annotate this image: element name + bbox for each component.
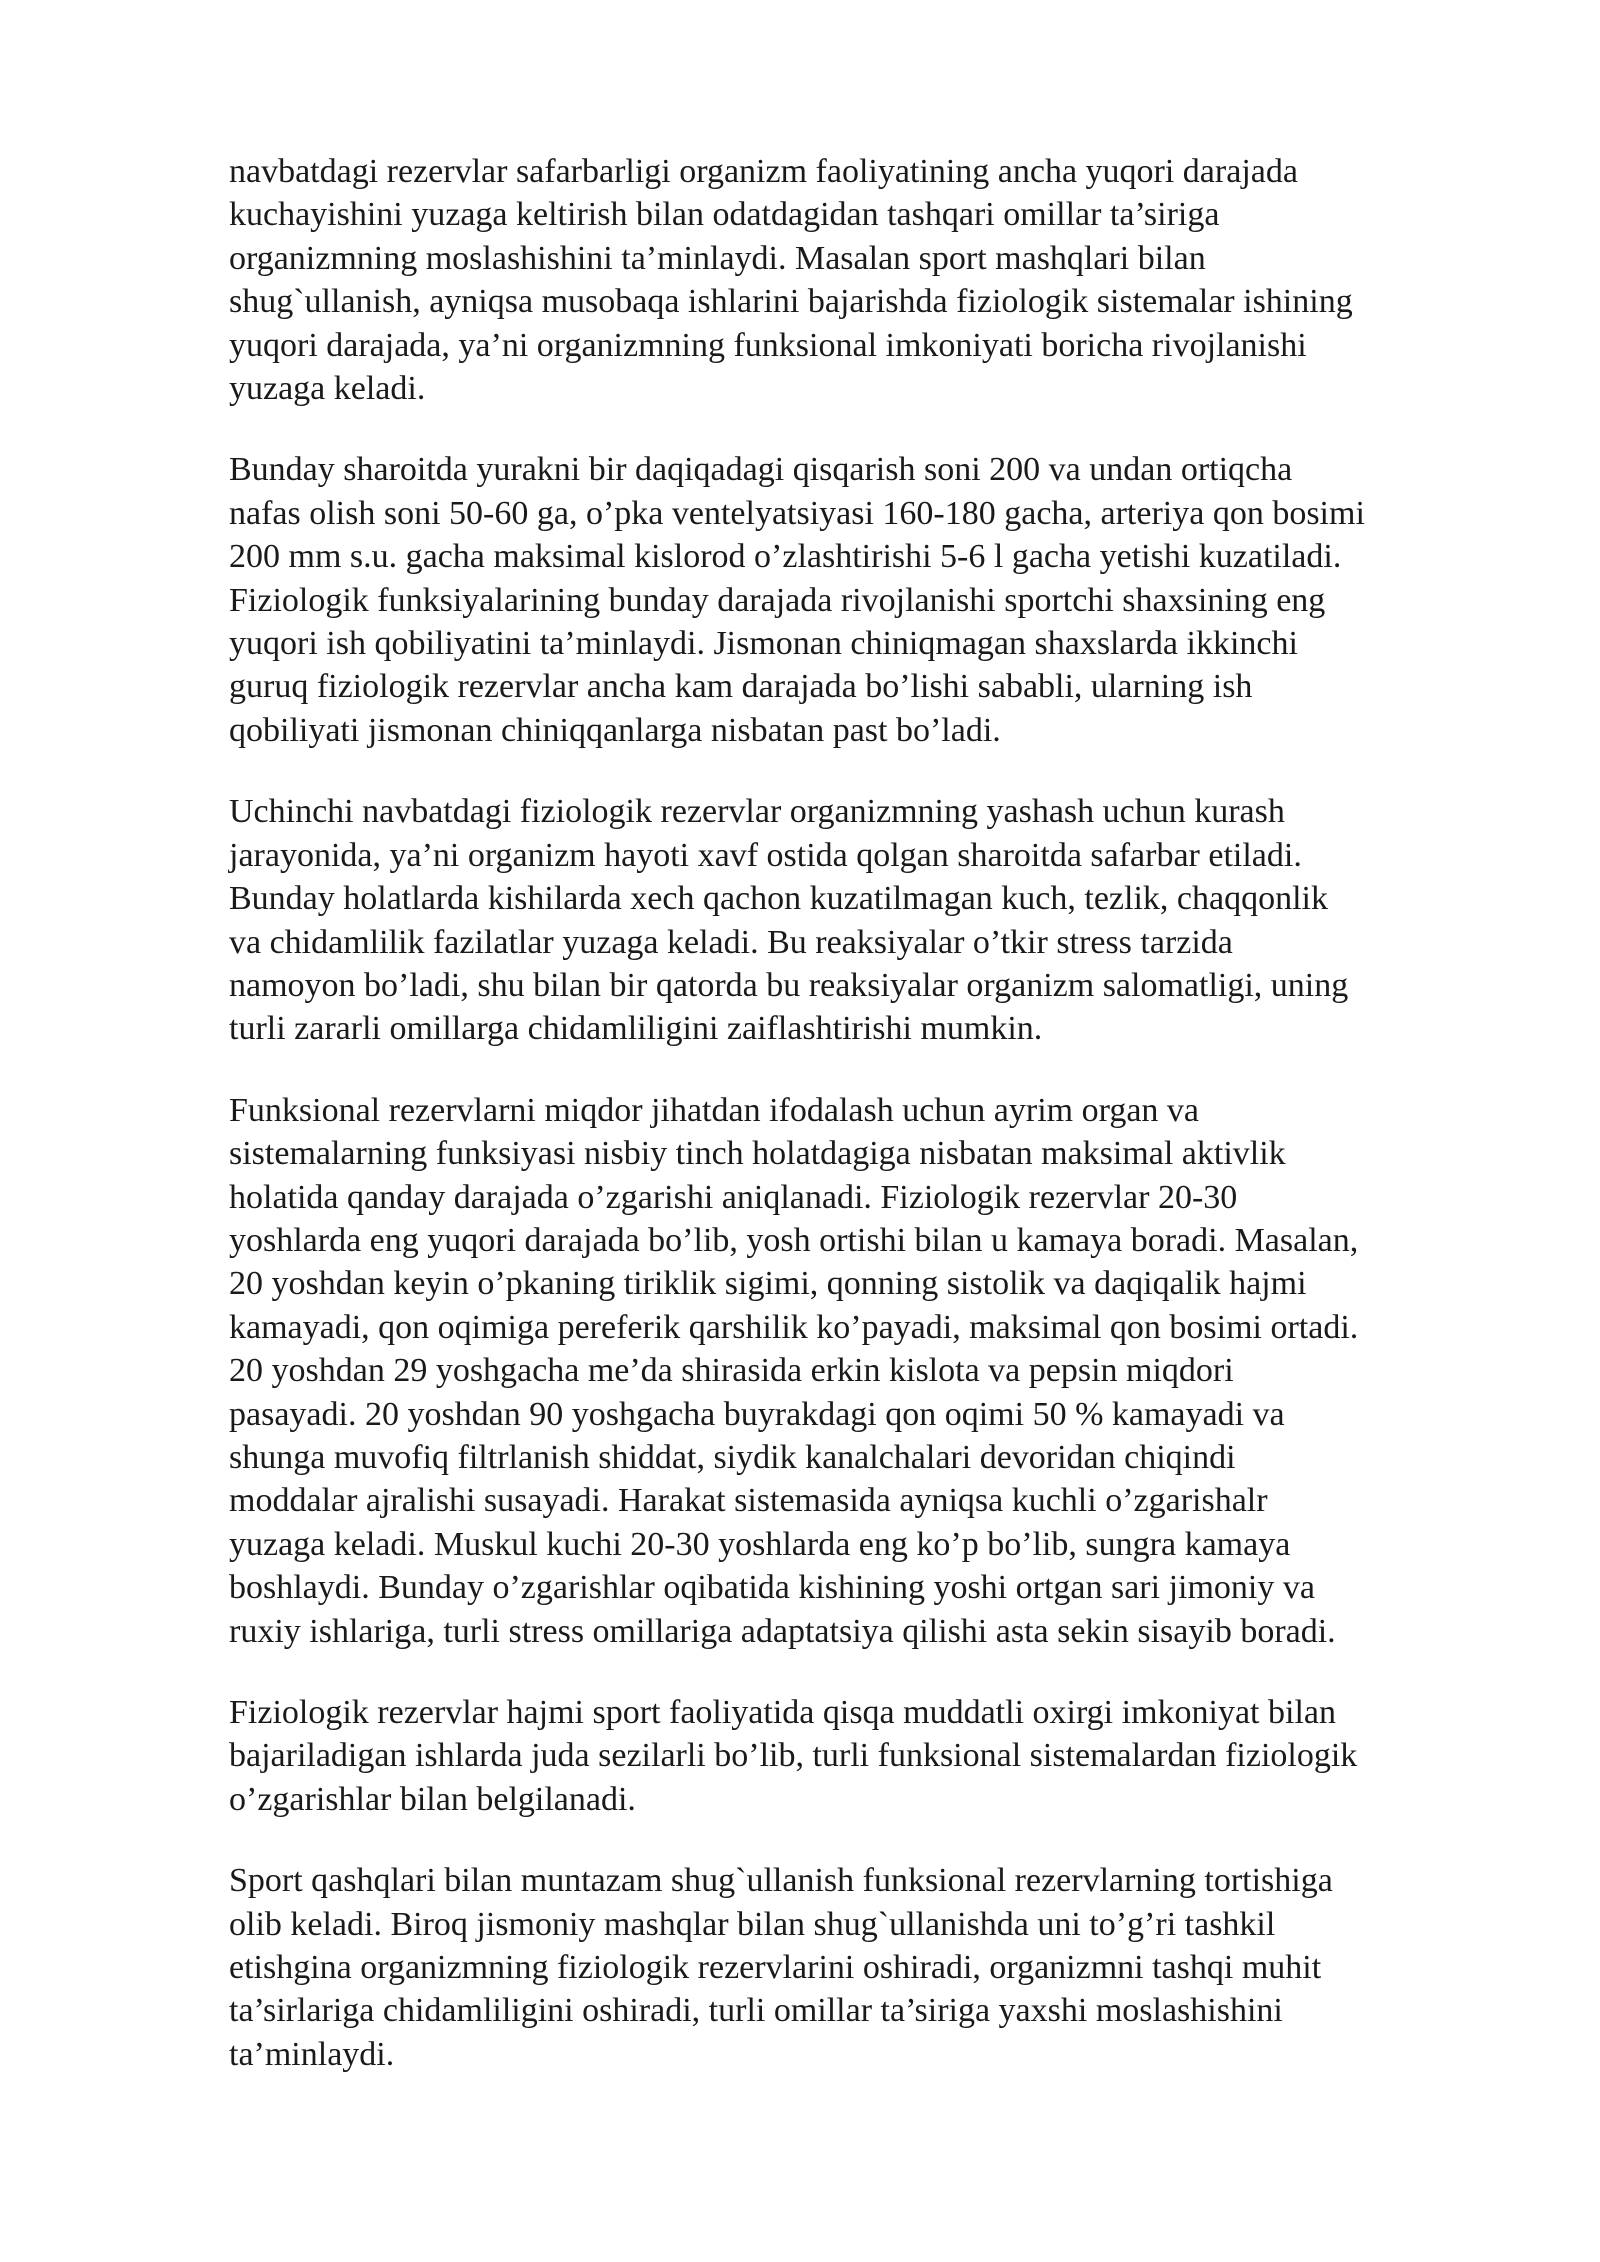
paragraph-2: Bunday sharoitda yurakni bir daqiqadagi qisqarish soni 200 va undan ortiqcha nafas olish soni 50-60 ga, o’pka ventelyatsiyasi 160-180 gacha, arteriya qon bosimi 200 mm s.u. gacha maksimal kislorod o’zlashtirishi 5-6 l gacha yetishi kuzatiladi. Fiziologik funksiyalarining bunday darajada rivojlanishi sportchi shaxsining eng yuqori ish qobiliyatini ta’minlaydi. Jismonan chiniqmagan shaxslarda ikkinchi guruq fiziologik rezervlar ancha kam darajada bo’lishi sababli, ularning ish qobiliyati jismonan chiniqqanlarga nisbatan past bo’ladi. [229,451,1365,749]
paragraph-6: Sport qashqlari bilan muntazam shug`ullanish funksional rezervlarning tortishiga olib keladi. Biroq jismoniy mashqlar bilan shug`ullanishda uni to’g’ri tashkil etishgina organizmning fiziologik rezervlarini oshiradi, organizmni tashqi muhit ta’sirlariga chidamliligini oshiradi, turli omillar ta’siriga yaxshi moslashishini ta’minlaydi. [229,1862,1333,2073]
paragraph-3: Uchinchi navbatdagi fiziologik rezervlar organizmning yashash uchun kurash jarayonida, ya’ni organizm hayoti xavf ostida qolgan sharoitda safarbar etiladi. Bunday holatlarda kishilarda xech qachon kuzatilmagan kuch, tezlik, chaqqonlik va chidamlilik fazilatlar yuzaga keladi. Bu reaksiyalar o’tkir stress tarzida namoyon bo’ladi, shu bilan bir qatorda bu reaksiyalar organizm salomatligi, uning turli zararli omillarga chidamliligini zaiflashtirishi mumkin. [229,793,1349,1048]
paragraph-1: navbatdagi rezervlar safarbarligi organizm faoliyatining ancha yuqori darajada kuchayishini yuzaga keltirish bilan odatdagidan tashqari omillar ta’siriga organizmning moslashishini ta’minlaydi. Masalan sport mashqlari bilan shug`ullanish, ayniqsa musobaqa ishlarini bajarishda fiziologik sistemalar ishining yuqori darajada, ya’ni organizmning funksional imkoniyati boricha rivojlanishi yuzaga keladi. [229,153,1353,408]
document-page [229,150,1519,2114]
paragraph-4: Funksional rezervlarni miqdor jihatdan ifodalash uchun ayrim organ va sistemalarning funksiyasi nisbiy tinch holatdagiga nisbatan maksimal aktivlik holatida qanday darajada o’zgarishi aniqlanadi. Fiziologik rezervlar 20-30 yoshlarda eng yuqori darajada bo’lib, yosh ortishi bilan u kamaya boradi. Masalan, 20 yoshdan keyin o’pkaning tiriklik sigimi, qonning sistolik va daqiqalik hajmi kamayadi, qon oqimiga pereferik qarshilik ko’payadi, maksimal qon bosimi ortadi. 20 yoshdan 29 yoshgacha me’da shirasida erkin kislota va pepsin miqdori pasayadi. 20 yoshdan 90 yoshgacha buyrakdagi qon oqimi 50 % kamayadi va shunga muvofiq filtrlanish shiddat, siydik kanalchalari devoridan chiqindi moddalar ajralishi susayadi. Harakat sistemasida ayniqsa kuchli o’zgarishalr yuzaga keladi. Muskul kuchi 20-30 yoshlarda eng ko’p bo’lib, sungra kamaya boshlaydi. Bunday o’zgarishlar oqibatida kishining yoshi ortgan sari jimoniy va ruxiy ishlariga, turli stress omillariga adaptatsiya qilishi asta sekin sisayib boradi. [229,1091,1359,1650]
paragraph-5: Fiziologik rezervlar hajmi sport faoliyatida qisqa muddatli oxirgi imkoniyat bilan bajariladigan ishlarda juda sezilarli bo’lib, turli funksional sistemalardan fiziologik o’zgarishlar bilan belgilanadi. [229,1694,1358,1818]
